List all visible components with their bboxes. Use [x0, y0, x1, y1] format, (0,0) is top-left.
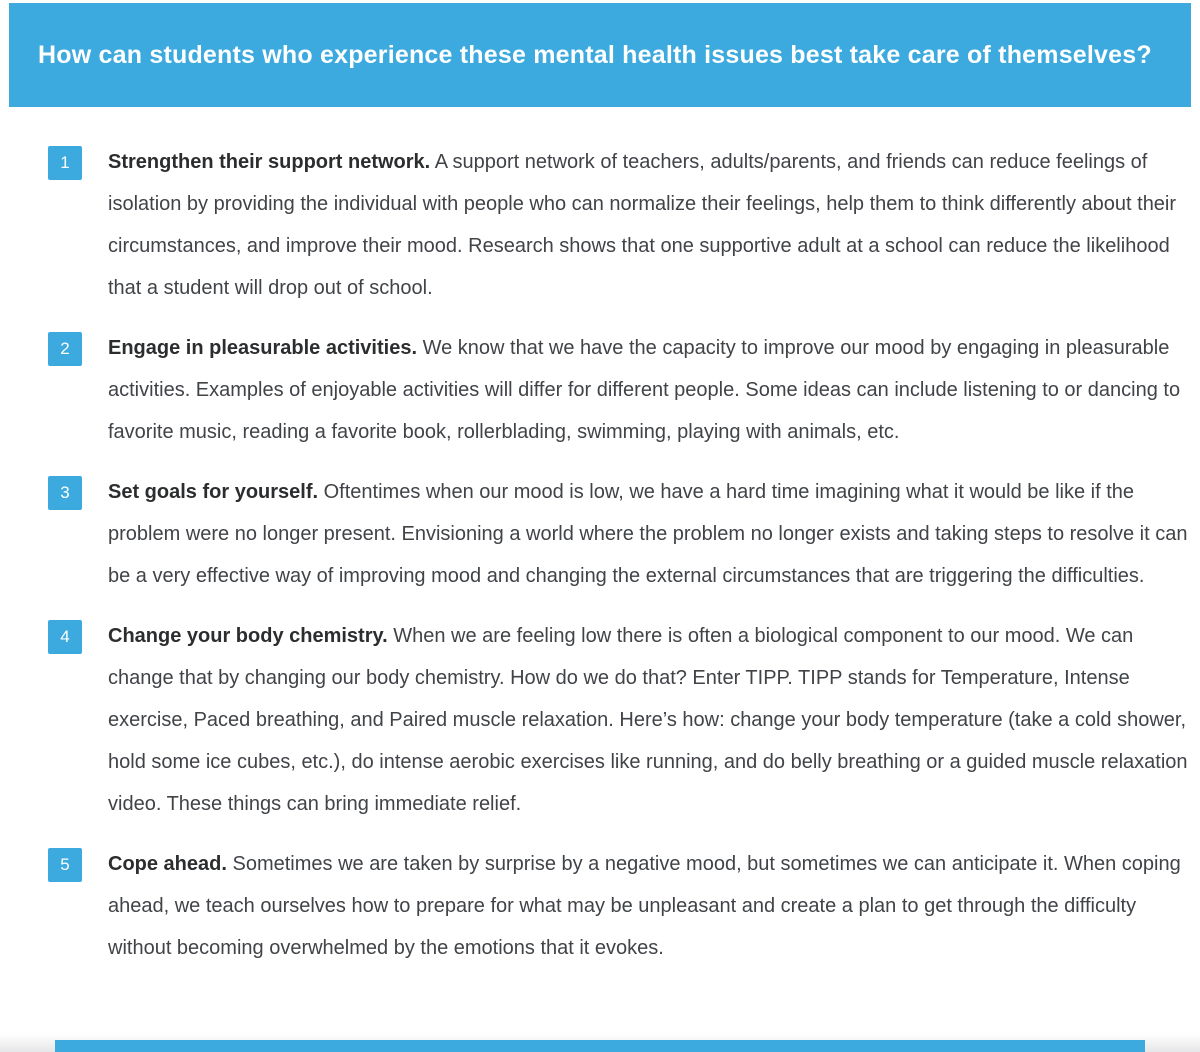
question-header [9, 3, 1191, 107]
item-text [108, 843, 1192, 969]
item-number-badge: 5 [48, 848, 82, 882]
numbered-list [48, 141, 1192, 987]
item-body: Oftentimes when our mood is low, we have a hard time imagining what it would be like if the problem were no longer present. Envisioning a world where the problem no longer exists and taking steps to resolve it can be a very effective way of improving mood and changing the external circumstances that are triggering the difficulties. [108, 481, 1188, 587]
item-number-badge: 4 [48, 620, 82, 654]
question-title: How can students who experience these mental health issues best take care of themselves? [38, 41, 1152, 69]
item-lead: Engage in pleasurable activities. [108, 337, 418, 359]
item-text [108, 141, 1192, 309]
list-item [48, 843, 1192, 969]
item-text [108, 471, 1192, 597]
item-number-badge: 3 [48, 476, 82, 510]
item-body: We know that we have the capacity to improve our mood by engaging in pleasurable activities. Examples of enjoyable activities will differ for different people. Some ideas can include listening to or dancing to favorite music, reading a favorite book, rollerblading, swimming, playing with animals, etc. [108, 337, 1181, 443]
item-text [108, 327, 1192, 453]
item-lead: Set goals for yourself. [108, 481, 319, 503]
item-lead: Change your body chemistry. [108, 625, 388, 647]
item-lead: Cope ahead. [108, 853, 227, 875]
item-number-badge: 1 [48, 146, 82, 180]
list-item [48, 471, 1192, 597]
list-item [48, 327, 1192, 453]
item-text [108, 615, 1192, 825]
list-item [48, 615, 1192, 825]
item-lead: Strengthen their support network. [108, 151, 431, 173]
item-number-badge: 2 [48, 332, 82, 366]
item-body: When we are feeling low there is often a biological component to our mood. We can change that by changing our body chemistry. How do we do that? Enter TIPP. TIPP stands for Temperature, Intense exercise, Paced breathing, and Paired muscle relaxation. Here’s how: change your body temperature (take a cold shower, hold some ice cubes, etc.), do intense aerobic exercises like running, and do belly breathing or a guided muscle relaxation video. These things can bring immediate relief. [108, 625, 1188, 815]
list-item [48, 141, 1192, 309]
item-body: Sometimes we are taken by surprise by a negative mood, but sometimes we can anticipate it. When coping ahead, we teach ourselves how to prepare for what may be unpleasant and create a plan to get through the difficulty without becoming overwhelmed by the emotions that it evokes. [108, 853, 1181, 959]
item-body: A support network of teachers, adults/parents, and friends can reduce feelings of isolation by providing the individual with people who can normalize their feelings, help them to think differently about their circumstances, and improve their mood. Research shows that one supportive adult at a school can reduce the likelihood that a student will drop out of school. [108, 151, 1177, 299]
next-section-header-peek [55, 1040, 1145, 1052]
